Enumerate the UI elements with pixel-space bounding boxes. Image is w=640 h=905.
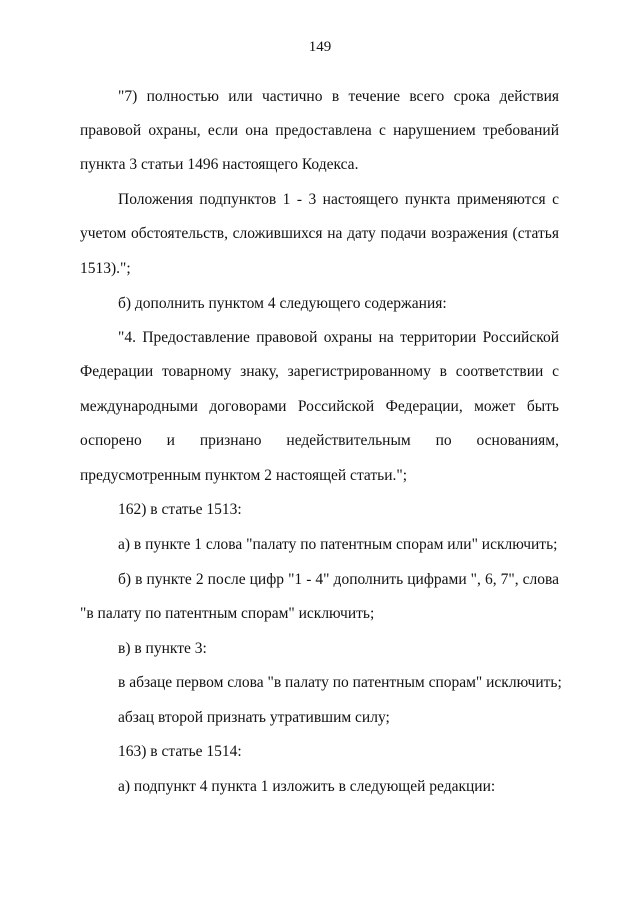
text-line: предусмотренным пунктом 2 настоящей статьи."; xyxy=(80,467,408,484)
text-line: а) подпункт 4 пункта 1 изложить в следующей редакции: xyxy=(118,778,496,795)
text-line: а) в пункте 1 слова "палату по патентным спорам или" исключить; xyxy=(118,536,558,553)
text-line: Положения подпунктов 1 - 3 настоящего пункта применяются с xyxy=(118,191,559,208)
text-line: пункта 3 статьи 1496 настоящего Кодекса. xyxy=(80,156,359,173)
text-line: учетом обстоятельств, сложившихся на дату подачи возражения (статья xyxy=(80,225,559,242)
text-line: в абзаце первом слова "в палату по патентным спорам" исключить; xyxy=(118,674,562,691)
text-line: "4. Предоставление правовой охраны на территории Российской xyxy=(118,329,559,346)
text-line: 163) в статье 1514: xyxy=(118,743,242,760)
text-line: правовой охраны, если она предоставлена с нарушением требований xyxy=(80,122,559,139)
text-line: 162) в статье 1513: xyxy=(118,501,242,518)
text-line: "в палату по патентным спорам" исключить; xyxy=(80,605,375,622)
text-line: б) дополнить пунктом 4 следующего содержания: xyxy=(118,295,447,312)
text-line: 1513)."; xyxy=(80,260,131,277)
page-number: 149 xyxy=(308,39,332,55)
text-line: б) в пункте 2 после цифр "1 - 4" дополнить цифрами ", 6, 7", слова xyxy=(118,571,559,588)
text-line: "7) полностью или частично в течение всего срока действия xyxy=(118,88,559,105)
text-line: оспорено и признано недействительным по основаниям, xyxy=(80,432,559,449)
text-line: Федерации товарному знаку, зарегистрированному в соответствии с xyxy=(80,363,559,380)
text-line: абзац второй признать утратившим силу; xyxy=(118,709,390,726)
text-line: в) в пункте 3: xyxy=(118,640,207,657)
text-line: международными договорами Российской Федерации, может быть xyxy=(80,398,559,415)
